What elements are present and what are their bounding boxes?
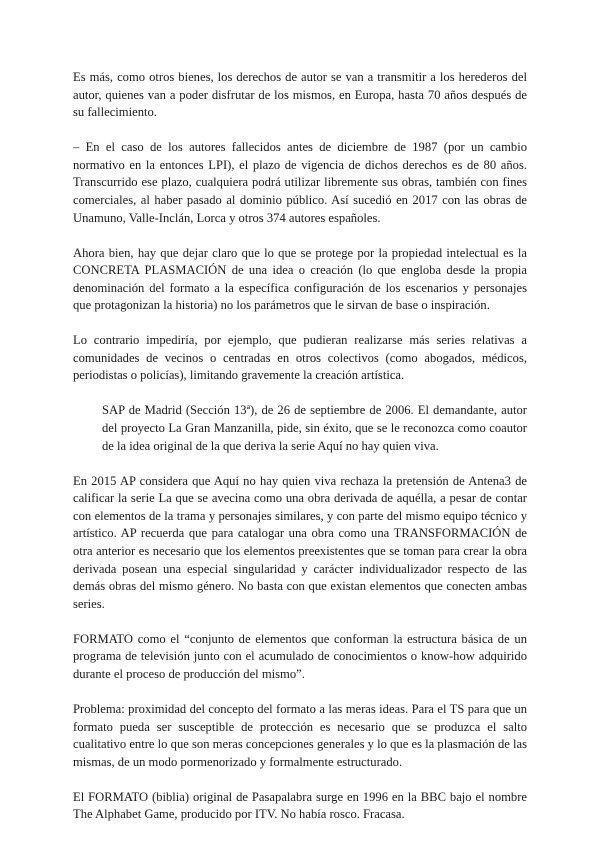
paragraph-2015-ap-case: En 2015 AP considera que Aquí no hay quien viva rechaza la pretensión de Antena3 de calificar la serie La que se avecina como una obra derivada de aquélla, a pesar de contar con elementos de la trama y personajes similares, y con parte del mismo equipo técnico y artístico. AP recuerda que para catalogar una obra como una TRANSFORMACIÓN de otra anterior es necesario que los elementos preexistentes que se toman para crear la obra derivada posean una especial singularidad y carácter individualizador respecto de las demás obras del mismo género. No basta con que existan elementos que conecten ambas series.: [73, 473, 527, 611]
paragraph-consequence: Lo contrario impediría, por ejemplo, que pudieran realizarse más series relativas a comunidades de vecinos o centradas en otros colectivos (como abogados, médicos, periodistas o policías), limitando gravemente la creación artística.: [73, 333, 527, 383]
paragraph-pasapalabra: El FORMATO (biblia) original de Pasapalabra surge en 1996 en la BBC bajo el nombre The Alphabet Game, producido por ITV. No había rosco. Fracasa.: [73, 789, 527, 822]
document-body: [73, 69, 527, 841]
paragraph-format-definition: FORMATO como el “conjunto de elementos que conforman la estructura básica de un programa de televisión junto con el acumulado de conocimientos o know-how adquirido durante el proceso de producción del mismo”.: [73, 631, 527, 681]
paragraph-copyright-inheritance: Es más, como otros bienes, los derechos de autor se van a transmitir a los herederos del autor, quienes van a poder disfrutar de los mismos, en Europa, hasta 70 años después de su fallecimiento.: [73, 70, 527, 120]
paragraph-concrete-expression: Ahora bien, hay que dejar claro que lo que se protege por la propiedad intelectual es la CONCRETA PLASMACIÓN de una idea o creación (lo que engloba desde la propia denominación del formato a la específica configuración de los escenarios y personajes que protagonizan la historia) no los parámetros que le sirvan de base o inspiración.: [73, 245, 527, 313]
paragraph-problem: Problema: proximidad del concepto del formato a las meras ideas. Para el TS para que un formato pueda ser susceptible de protección es necesario que se produzca el salto cualitativo entre lo que son meras concepciones generales y lo que es la plasmación de las mismas, de un modo pormenorizado y formalmente estructurado.: [73, 701, 527, 769]
paragraph-term-before-1987: – En el caso de los autores fallecidos antes de diciembre de 1987 (por un cambio normativo en la entonces LPI), el plazo de vigencia de dichos derechos es de 80 años. Transcurrido ese plazo, cualquiera podrá utilizar libremente sus obras, también con fines comerciales, al haber pasado al dominio público. Así sucedió en 2017 con las obras de Unamuno, Valle-Inclán, Lorca y otros 374 autores españoles.: [73, 140, 527, 225]
paragraph-sap-madrid-case: SAP de Madrid (Sección 13ª), de 26 de septiembre de 2006. El demandante, autor del proyecto La Gran Manzanilla, pide, sin éxito, que se le reconozca como coautor de la idea original de la que deriva la serie Aquí no hay quien viva.: [102, 403, 527, 453]
